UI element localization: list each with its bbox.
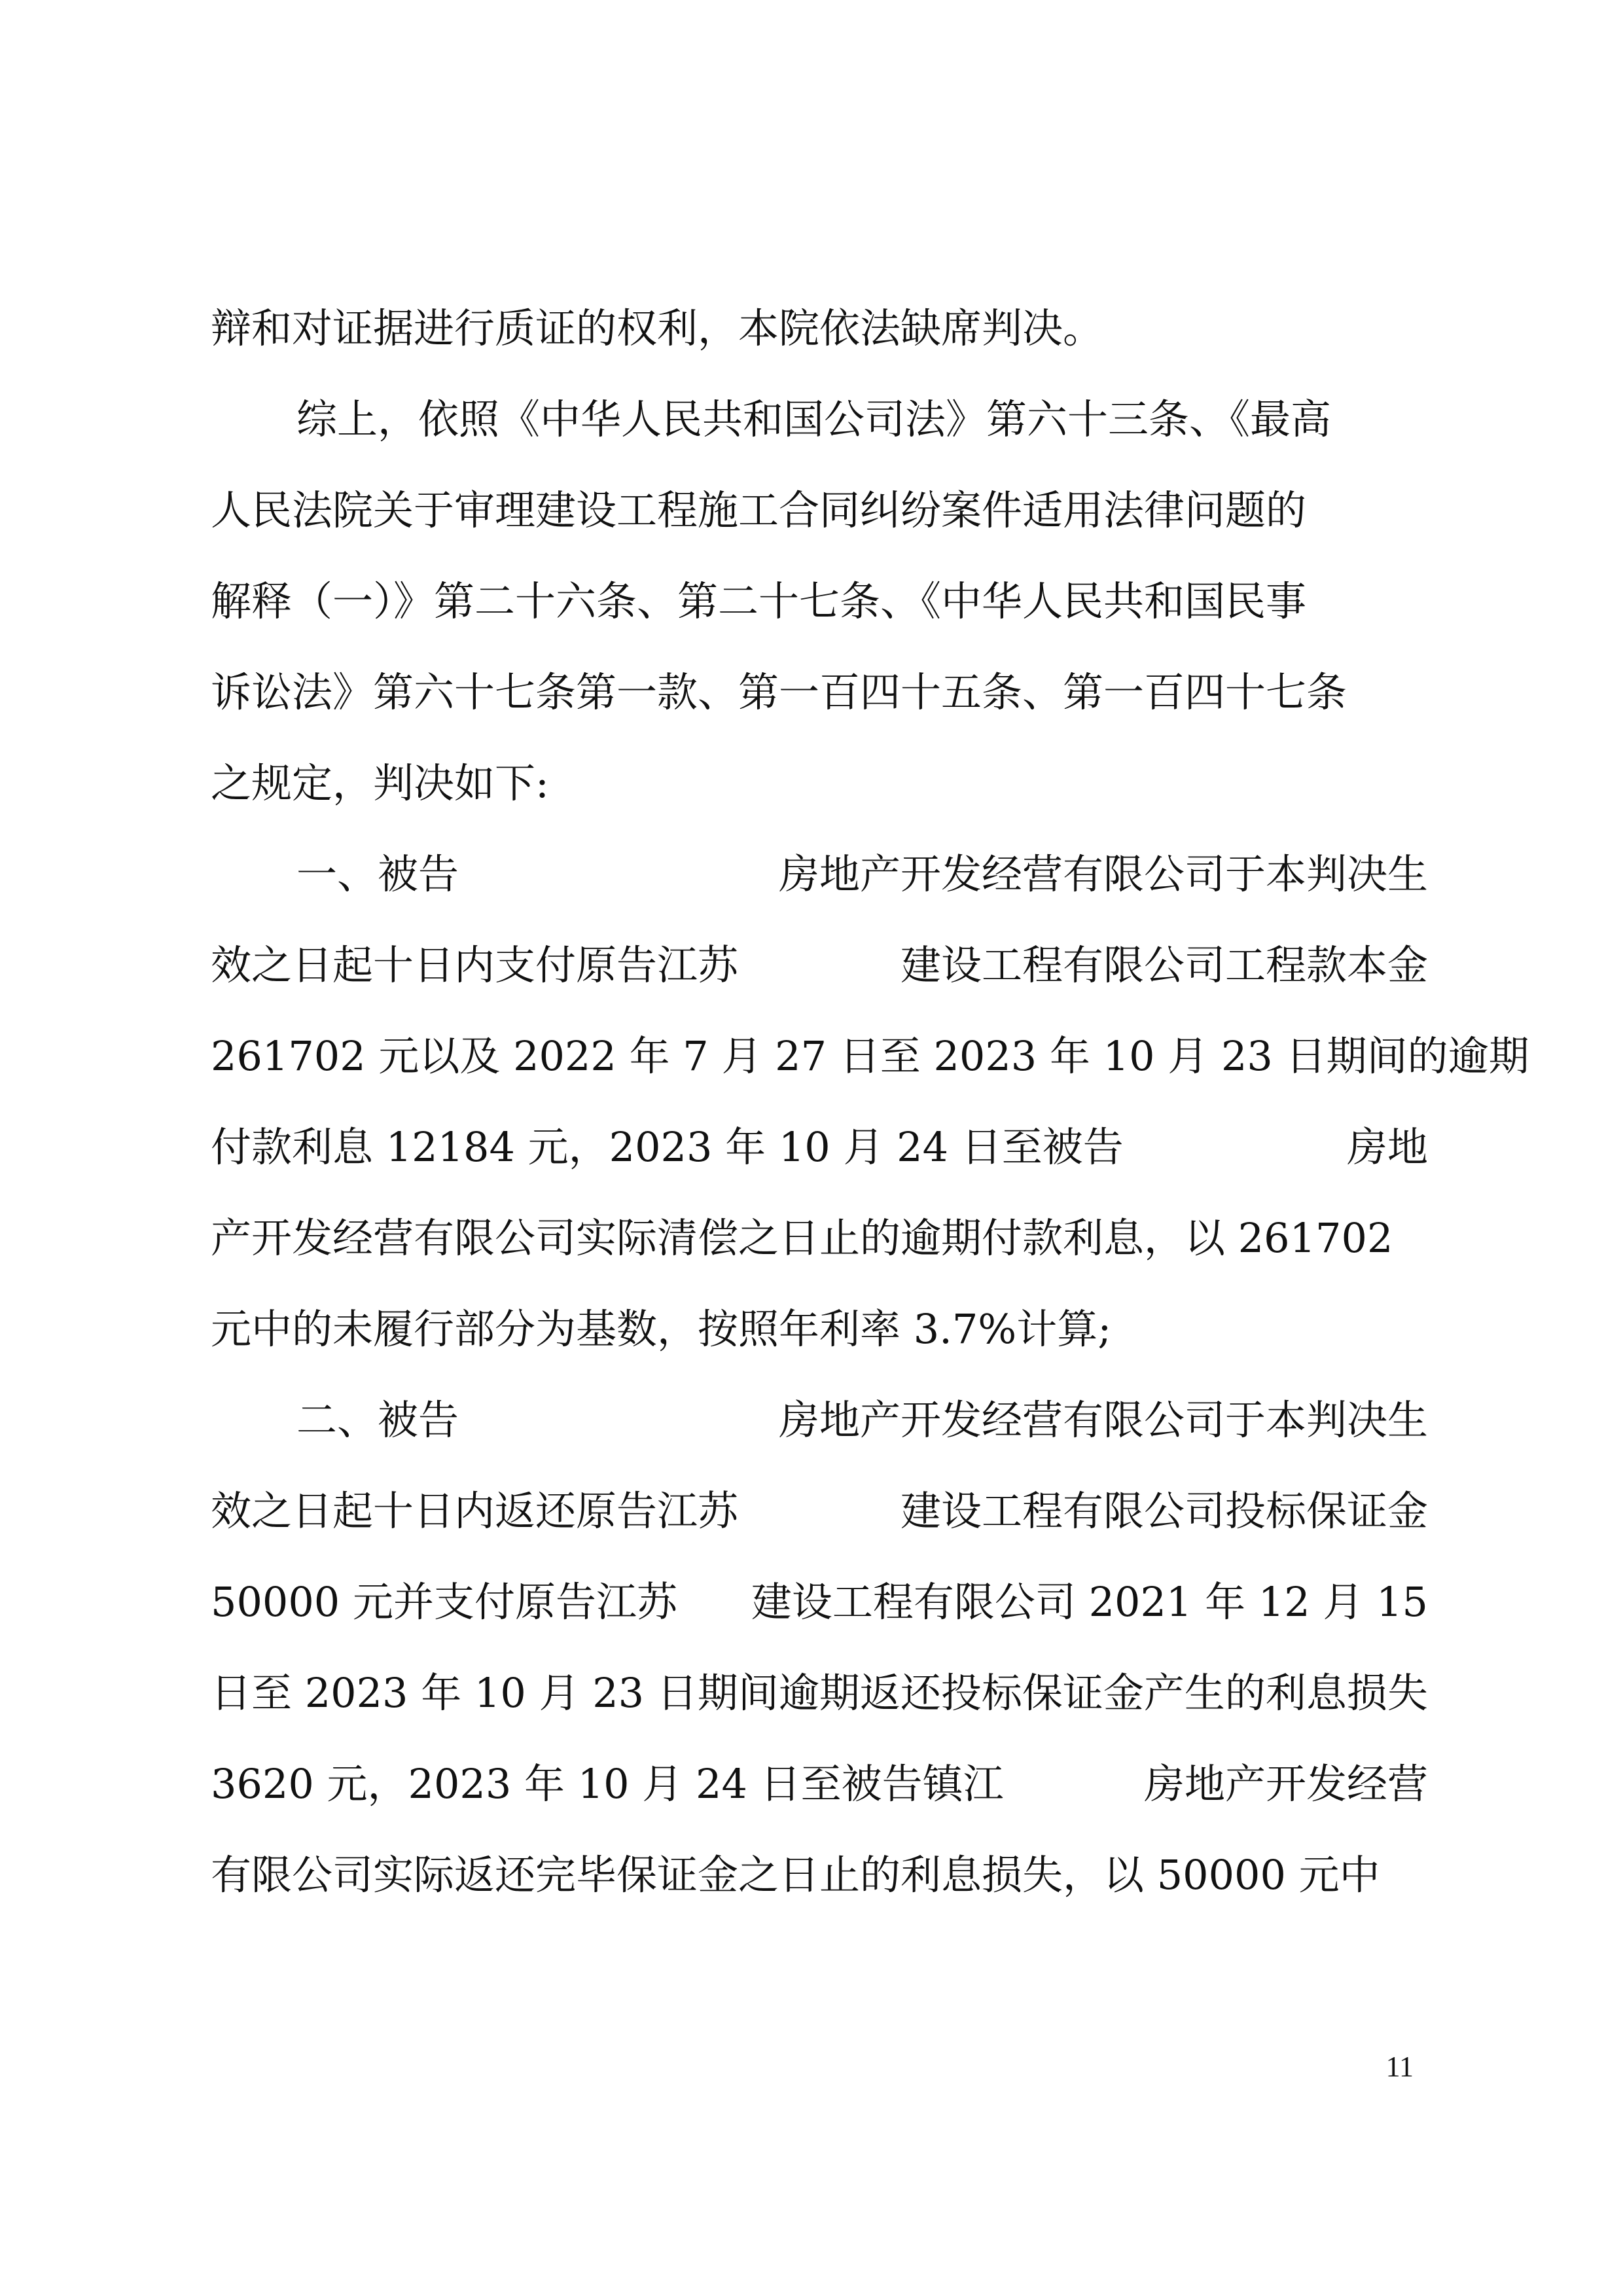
line-text-left: 3620 元，2023 年 10 月 24 日至被告镇江: [211, 1760, 1004, 1808]
line-text-right: 房地: [1346, 1123, 1428, 1171]
line-text-left: 付款利息 12184 元，2023 年 10 月 24 日至被告: [211, 1123, 1124, 1171]
text-line: [211, 1374, 1428, 1465]
text-line: [211, 1102, 1428, 1193]
line-text-right: 房地产开发经营有限公司于本判决生: [778, 850, 1428, 898]
text-line: [211, 556, 1428, 647]
line-text: 日至 2023 年 10 月 23 日期间逾期返还投标保证金产生的利息损失: [211, 1669, 1428, 1717]
line-text-right: 建设工程有限公司投标保证金: [900, 1487, 1428, 1535]
line-text: 辩和对证据进行质证的权利，本院依法缺席判决。: [211, 304, 1104, 352]
line-text-right: 房地产开发经营有限公司于本判决生: [778, 1396, 1428, 1444]
text-line: [211, 1011, 1529, 1102]
text-line: [211, 647, 1428, 738]
line-text: 诉讼法》第六十七条第一款、第一百四十五条、第一百四十七条: [211, 668, 1347, 716]
line-text: 产开发经营有限公司实际清偿之日止的逾期付款利息，以 261702: [211, 1214, 1393, 1262]
line-text: 之规定，判决如下:: [211, 759, 549, 807]
line-text: 有限公司实际返还完毕保证金之日止的利息损失，以 50000 元中: [211, 1851, 1380, 1899]
text-line: [211, 829, 1428, 920]
judgment-body-text: [211, 283, 1529, 1920]
line-text-left: 二、被告: [296, 1396, 459, 1444]
line-text: 综上，依照《中华人民共和国公司法》第六十三条、《最高: [296, 395, 1332, 443]
line-text: 261702 元以及 2022 年 7 月 27 日至 2023 年 10 月 23 日期间的逾期: [211, 1032, 1529, 1080]
text-line: [211, 738, 1428, 829]
text-line: [211, 1647, 1428, 1738]
text-line: [211, 920, 1428, 1011]
line-text: 解释（一）》第二十六条、第二十七条、《中华人民共和国民事: [211, 577, 1307, 625]
line-text: 元中的未履行部分为基数，按照年利率 3.7%计算;: [211, 1305, 1112, 1353]
line-text-left: 效之日起十日内返还原告江苏: [211, 1487, 739, 1535]
line-text-right: 建设工程有限公司 2021 年 12 月 15: [751, 1578, 1428, 1626]
page-number: 11: [1385, 2051, 1414, 2083]
text-line: [211, 1556, 1428, 1647]
text-line: [211, 1738, 1428, 1829]
text-line: [211, 283, 1428, 374]
text-line: [211, 1829, 1428, 1920]
line-text-right: 建设工程有限公司工程款本金: [900, 941, 1428, 989]
text-line: [211, 374, 1428, 465]
text-line: [211, 1283, 1428, 1374]
line-text: 人民法院关于审理建设工程施工合同纠纷案件适用法律问题的: [211, 486, 1307, 534]
text-line: [211, 1193, 1428, 1283]
text-line: [211, 465, 1428, 556]
line-text-right: 房地产开发经营: [1143, 1760, 1428, 1808]
line-text-left: 效之日起十日内支付原告江苏: [211, 941, 739, 989]
line-text-left: 一、被告: [296, 850, 459, 898]
line-text-left: 50000 元并支付原告江苏: [211, 1578, 677, 1626]
text-line: [211, 1465, 1428, 1556]
